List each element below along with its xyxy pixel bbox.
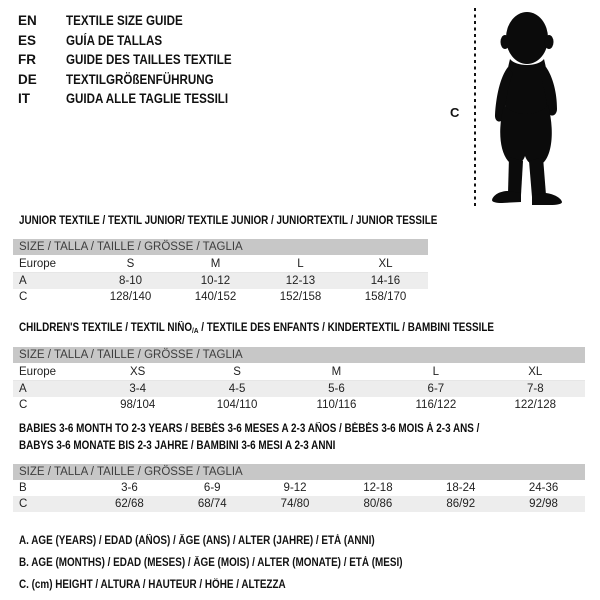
row-label: C <box>19 399 28 411</box>
table-row-age <box>13 273 428 290</box>
size-column: S <box>187 363 286 381</box>
size-header-label: SIZE / TALLA / TAILLE / GRÖSSE / TAGLIA <box>13 464 585 480</box>
row-label: A <box>13 273 88 290</box>
age-cell: 3-6 <box>121 482 138 494</box>
size-column: M <box>173 255 258 273</box>
height-cell: 128/140 <box>109 291 152 303</box>
height-cell: 110/116 <box>316 399 357 411</box>
size-header-label: SIZE / TALLA / TAILLE / GRÖSSE / TAGLIA <box>13 239 428 255</box>
language-code: EN <box>18 13 37 28</box>
junior-section-title: JUNIOR TEXTILE / TEXTIL JUNIOR/ TEXTILE JUNIOR / JUNIORTEXTIL / JUNIOR TESSILE <box>19 215 438 227</box>
height-measure-label: C <box>450 105 460 120</box>
language-title: TEXTILE SIZE GUIDE <box>66 13 183 28</box>
table-row-height <box>13 496 585 512</box>
column-header-row <box>13 255 428 273</box>
row-label: A <box>13 381 88 398</box>
row-label: C <box>19 291 28 303</box>
region-label: Europe <box>13 363 88 381</box>
language-row <box>18 31 259 51</box>
height-cell: 80/86 <box>336 496 419 512</box>
size-header-bar <box>13 464 585 480</box>
legend-notes <box>19 530 465 596</box>
language-code: IT <box>18 91 30 106</box>
age-cell: 18-24 <box>446 482 476 494</box>
age-cell: 6-7 <box>386 381 485 398</box>
note-age-months: B. AGE (MONTHS) / EDAD (MESES) / ÂGE (MOIS) / ALTER (MONATE) / ETÀ (MESI) <box>19 557 403 569</box>
language-title: GUIDA ALLE TAGLIE TESSILI <box>66 91 229 106</box>
language-row <box>18 11 259 31</box>
height-cell: 74/80 <box>254 496 337 512</box>
row-label: B <box>19 482 27 494</box>
size-column: M <box>287 363 386 381</box>
note-age-years: A. AGE (YEARS) / EDAD (AÑOS) / ÂGE (ANS) / ALTER (JAHRE) / ETÀ (ANNI) <box>19 535 375 547</box>
size-header-bar <box>13 347 585 363</box>
table-row-age <box>13 381 585 398</box>
age-cell: 4-5 <box>187 381 286 398</box>
size-column: L <box>258 255 343 273</box>
age-cell: 12-18 <box>363 482 393 494</box>
size-header-label: SIZE / TALLA / TAILLE / GRÖSSE / TAGLIA <box>13 347 585 363</box>
age-cell: 5-6 <box>287 381 386 398</box>
size-column: XS <box>88 363 187 381</box>
size-column: XL <box>343 255 428 273</box>
language-row <box>18 89 259 109</box>
language-title: GUÍA DE TALLAS <box>66 32 163 48</box>
note-height-cm: C. (cm) HEIGHT / ALTURA / HAUTEUR / HÖHE / ALTEZZA <box>19 579 286 591</box>
height-cell: 116/122 <box>415 399 457 411</box>
age-cell: 3-4 <box>88 381 187 398</box>
language-title: GUIDE DES TAILLES TEXTILE <box>66 52 232 67</box>
height-cell: 92/98 <box>502 496 585 512</box>
height-cell: 62/68 <box>88 496 171 512</box>
baby-silhouette-icon <box>480 5 572 207</box>
height-cell: 152/158 <box>279 291 322 303</box>
children-size-table <box>13 347 585 413</box>
table-row-height <box>13 397 585 413</box>
size-column: L <box>386 363 485 381</box>
language-list <box>18 11 259 109</box>
height-cell: 140/152 <box>194 291 237 303</box>
height-cell: 122/128 <box>514 399 557 411</box>
babies-size-table <box>13 464 585 512</box>
children-section-title: CHILDREN'S TEXTILE / TEXTIL $NIÑO_{/A}$ / TEXTILE DES ENFANTS / KINDERTEXTIL / BAMBINI TESSILE <box>19 322 494 335</box>
language-row <box>18 70 259 90</box>
language-title: TEXTILGRÖßENFÜHRUNG <box>66 71 214 87</box>
age-cell: 10-12 <box>173 273 258 290</box>
region-label: Europe <box>13 255 88 273</box>
age-cell: 24-36 <box>528 482 559 494</box>
age-cell: 9-12 <box>283 482 307 494</box>
height-cell: 104/110 <box>216 399 258 411</box>
height-cell: 86/92 <box>419 496 502 512</box>
height-measure-dotted-line <box>474 8 476 206</box>
height-cell: 158/170 <box>364 291 407 303</box>
size-header-bar <box>13 239 428 255</box>
babies-section-title: BABIES 3-6 MONTH TO 2-3 YEARS / BEBÉS 3-6 MESES A 2-3 AÑOS / BÉBÉS 3-6 MOIS À 2-3 ANS / BABYS 3-6 MONATE BIS 2-3 JAHRE / BAMBINI 3-6 MESI A 2-3 ANNI <box>19 423 480 452</box>
language-code: FR <box>18 52 36 67</box>
table-row-age-months <box>13 480 585 496</box>
column-header-row <box>13 363 585 381</box>
age-cell: 8-10 <box>88 273 173 290</box>
language-code: DE <box>18 71 37 87</box>
age-cell: 12-13 <box>258 273 343 290</box>
language-code: ES <box>18 32 37 48</box>
age-cell: 7-8 <box>486 381 585 398</box>
height-cell: 68/74 <box>171 496 254 512</box>
age-cell: 14-16 <box>343 273 428 290</box>
table-row-height <box>13 289 428 305</box>
size-column: XL <box>486 363 585 381</box>
language-row <box>18 50 259 70</box>
junior-size-table <box>13 239 428 305</box>
row-label: C <box>13 496 88 512</box>
age-cell: 6-9 <box>203 482 221 494</box>
height-cell: 98/104 <box>120 399 156 411</box>
size-column: S <box>88 255 173 273</box>
